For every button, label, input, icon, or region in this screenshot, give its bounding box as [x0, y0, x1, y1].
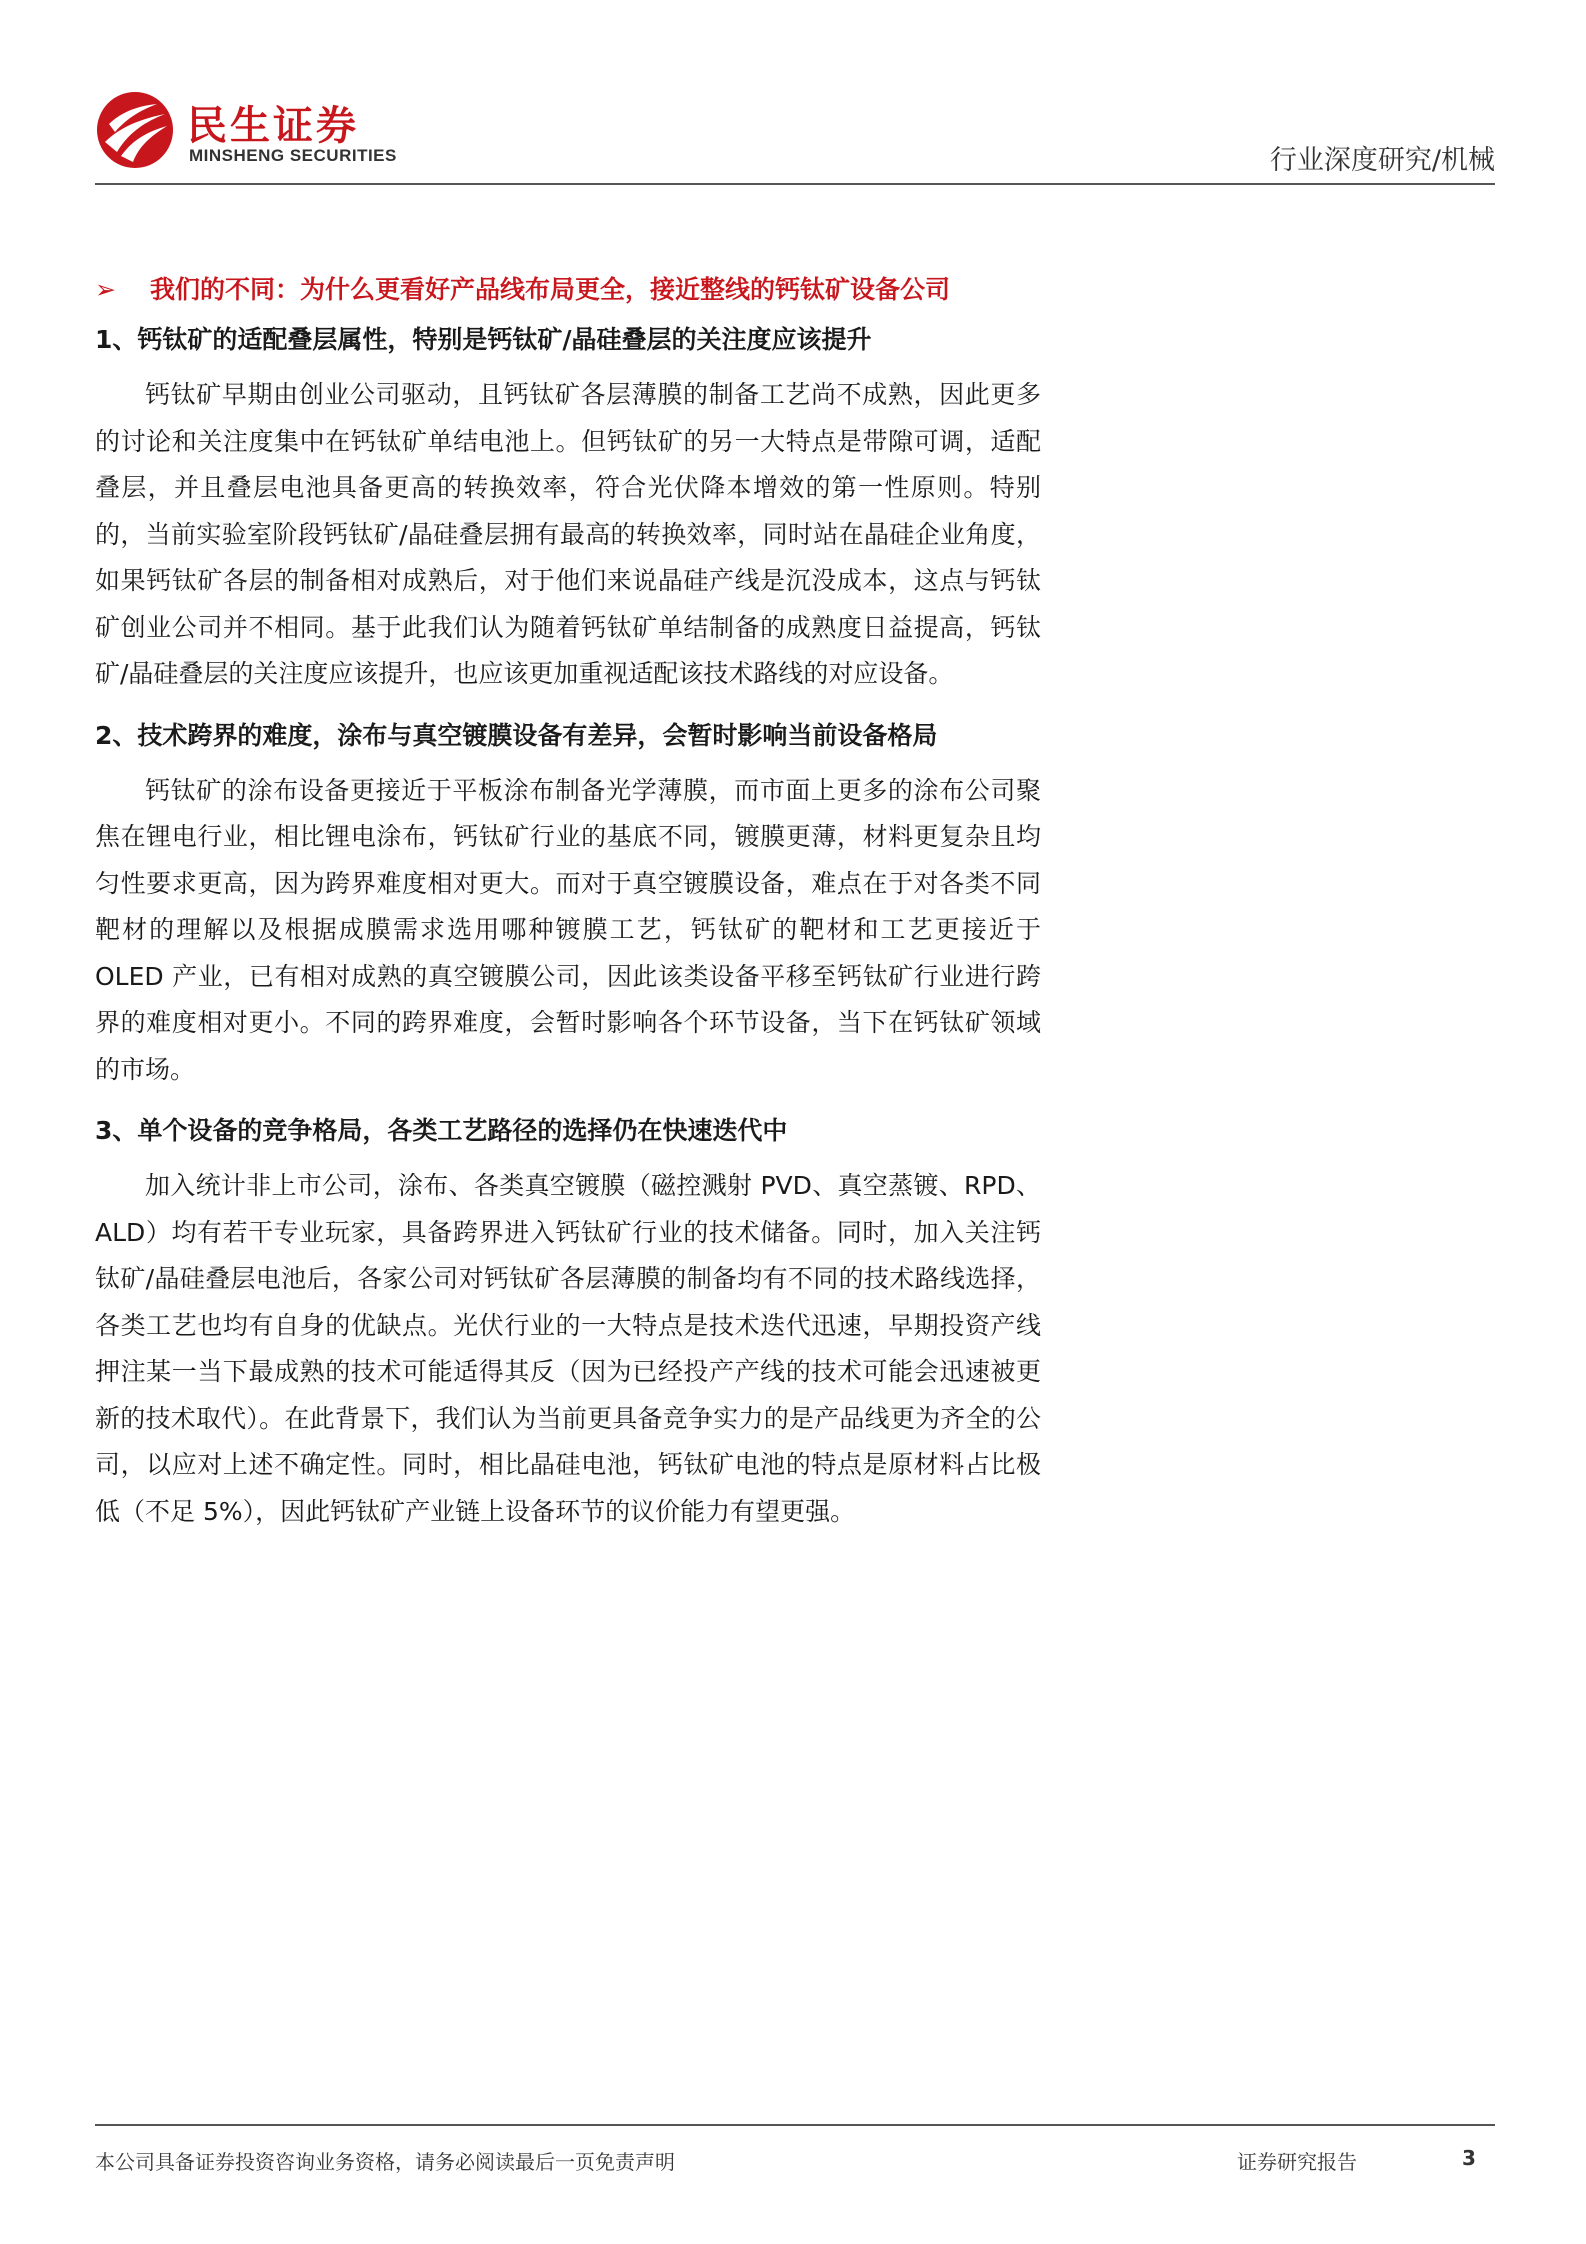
section-body-1: 钙钛矿早期由创业公司驱动，且钙钛矿各层薄膜的制备工艺尚不成熟，因此更多的讨论和关注度集中在钙钛矿单结电池上。但钙钛矿的另一大特点是带隙可调，适配叠层，并且叠层电池具备更高的转换效率，符合光伏降本增效的第一性原则。特别的，当前实验室阶段钙钛矿/晶硅叠层拥有最高的转换效率，同时站在晶硅企业角度，如果钙钛矿各层的制备相对成熟后，对于他们来说晶硅产线是沉没成本，这点与钙钛矿创业公司并不相同。基于此我们认为随着钙钛矿单结制备的成熟度日益提高，钙钛矿/晶硅叠层的关注度应该提升，也应该更加重视适配该技术路线的对应设备。: [95, 380, 1041, 688]
summary-heading: [95, 270, 1041, 310]
section-body-2: 钙钛矿的涂布设备更接近于平板涂布制备光学薄膜，而市面上更多的涂布公司聚焦在锂电行业，相比锂电涂布，钙钛矿行业的基底不同，镀膜更薄，材料更复杂且均匀性要求更高，因为跨界难度相对更大。而对于真空镀膜设备，难点在于对各类不同靶材的理解以及根据成膜需求选用哪种镀膜工艺，钙钛矿的靶材和工艺更接近于 OLED 产业，已有相对成熟的真空镀膜公司，因此该类设备平移至钙钛矿行业进行跨界的难度相对更小。不同的跨界难度，会暂时影响各个环节设备，当下在钙钛矿领域的市场。: [95, 775, 1041, 1084]
logo-chinese-name: 民生证券: [187, 103, 359, 149]
footer-disclaimer: 本公司具备证券投资咨询业务资格，请务必阅读最后一页免责声明: [95, 2150, 675, 2174]
section-title-1: 1、钙钛矿的适配叠层属性，特别是钙钛矿/晶硅叠层的关注度应该提升: [95, 325, 872, 354]
report-category: 行业深度研究/机械: [1269, 145, 1495, 176]
section-body-3: 加入统计非上市公司，涂布、各类真空镀膜（磁控溅射 PVD、真空蒸镀、RPD、ALD）均有若干专业玩家，具备跨界进入钙钛矿行业的技术储备。同时，加入关注钙钛矿/晶硅叠层电池后，各家公司对钙钛矿各层薄膜的制备均有不同的技术路线选择，各类工艺也均有自身的优缺点。光伏行业的一大特点是技术迭代迅速，早期投资产线押注某一当下最成熟的技术可能适得其反（因为已经投产产线的技术可能会迅速被更新的技术取代）。在此背景下，我们认为当前更具备竞争实力的是产品线更为齐全的公司，以应对上述不确定性。同时，相比晶硅电池，钙钛矿电池的特点是原材料占比极低（不足 5%），因此钙钛矿产业链上设备环节的议价能力有望更强。: [95, 1171, 1041, 1526]
minsheng-logo-icon: [95, 90, 175, 170]
header-divider: [95, 183, 1495, 185]
logo-english-name: MINSHENG SECURITIES: [189, 146, 397, 165]
page-number: 3: [1462, 2146, 1476, 2170]
footer-divider: [95, 2124, 1495, 2126]
section-title-2: 2、技术跨界的难度，涂布与真空镀膜设备有差异，会暂时影响当前设备格局: [95, 720, 938, 750]
section-title-3: 3、单个设备的竞争格局，各类工艺路径的选择仍在快速迭代中: [95, 1116, 788, 1145]
arrow-bullet-icon: ➢: [95, 275, 116, 304]
company-logo: [95, 88, 395, 178]
page-header: [95, 88, 1495, 184]
main-content: [95, 270, 1041, 1553]
summary-text: 我们的不同：为什么更看好产品线布局更全，接近整线的钙钛矿设备公司: [150, 275, 951, 304]
footer-report-type: 证券研究报告: [1237, 2150, 1357, 2174]
